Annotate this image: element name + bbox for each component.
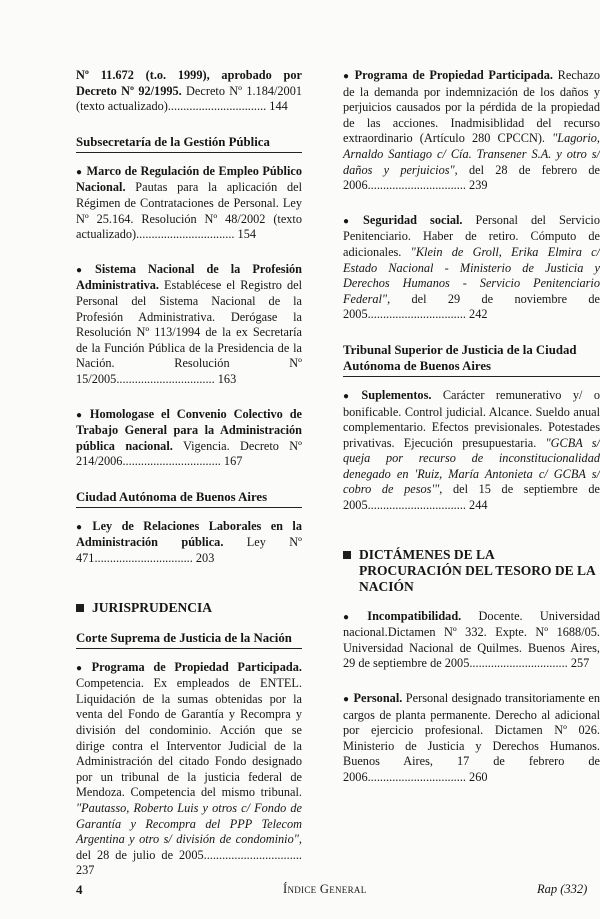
leader-dots: ................................ xyxy=(367,770,466,784)
major-section-heading: JURISPRUDENCIA xyxy=(76,600,302,616)
bullet-icon: ● xyxy=(76,521,89,533)
bullet-icon: ● xyxy=(76,662,88,674)
bullet-icon: ● xyxy=(343,611,364,623)
index-entry: ● Seguridad social. Personal del Servicio Penitenciario. Haber de retiro. Cómputo de adicionales. "Klein de Groll, Erika Elmira c/ Estado Nacional - Ministerio de Justicia y Derechos Humanos - Servicio Penitenciario Federal", del 29 de noviembre de 2005................................ 242 xyxy=(343,212,600,322)
bullet-icon: ● xyxy=(343,694,350,706)
section-heading: Subsecretaría de la Gestión Pública xyxy=(76,134,302,153)
square-bullet-icon xyxy=(76,604,84,612)
page-ref: 237 xyxy=(76,863,95,878)
page-ref: 244 xyxy=(469,498,488,513)
page-ref: 239 xyxy=(469,178,488,193)
leader-dots: ................................ xyxy=(167,99,267,114)
major-section-heading: DICTÁMENES DE LA PROCURACIÓN DEL TESORO DE LA NACIÓN xyxy=(343,547,600,595)
index-entry: ● Suplementos. Carácter remunerativo y/ o bonificable. Control judicial. Alcance. Sueldo anual complementario. Efectos previsionales. Potestades privativas. Ejecución presupuestaria. "GCBA s/ queja por recurso de inconstitucionalidad denegado en 'Ruiz, María Antonieta c/ GCBA s/ cobro de pesos'", del 15 de septiembre de 2005................................ 244 xyxy=(343,387,600,513)
index-entry: ● Homologase el Convenio Colectivo de Trabajo General para la Administración pública nacional. Vigencia. Decreto Nº 214/2006................................ 167 xyxy=(76,406,302,469)
bullet-icon: ● xyxy=(76,409,86,421)
index-entry: ● Programa de Propiedad Participada. Rechazo de la demanda por indemnización de los daños y perjuicios causados por la pérdida de la propiedad de las acciones. Inadmisiblidad del recurso extraordinario (Artículo 280 CPCCN). "Lagorio, Arnaldo Santiago c/ Cía. Transener S.A. y otro s/ daños y perjuicios", del 28 de febrero de 2006................................ 239 xyxy=(343,68,600,193)
bullet-icon: ● xyxy=(343,71,351,82)
bullet-icon: ● xyxy=(343,215,360,227)
page-number: 4 xyxy=(76,882,83,897)
bullet-icon: ● xyxy=(343,390,358,402)
leader-dots: ................................ xyxy=(367,307,466,322)
page-ref: 167 xyxy=(223,454,243,469)
journal-name: Rap (332) xyxy=(537,882,588,896)
index-entry: ● Marco de Regulación de Empleo Público Nacional. Pautas para la aplicación del Régimen de Contrataciones de Personal. Ley Nº 25.164. Resolución Nº 48/2002 (texto actualizado)................................ 154 xyxy=(76,163,302,242)
index-entry: ● Sistema Nacional de la Profesión Administrativa. Establécese el Registro del Personal del Sistema Nacional de la Profesión Administrativa. Derógase la Resolución Nº 113/1994 de la ex Secretaría de la Función Pública de la Presidencia de la Nación. Resolución Nº 15/2005................................ 163 xyxy=(76,261,302,386)
index-entry: ● Programa de Propiedad Participada. Competencia. Ex empleados de ENTEL. Liquidación de la sumas obtenidas por la venta del Fondo de Garantía y Recompra y división del condominio. Acción que se dirige contra el Interventor Judicial de la Administración del citado Fondo designado por un tribunal de la justicia federal de Mendoza. Competencia del mismo tribunal. "Pautasso, Roberto Luis y otros c/ Fondo de Garantía y Recompra del PPP Telecom Argentina y otro s/ división de condominio", del 28 de julio de 2005................................ 237 xyxy=(76,659,302,878)
left-column xyxy=(76,68,302,898)
index-entry: ● Personal. Personal designado transitoriamente en cargos de planta permanente. Derecho al adicional por ejercicio profesional. Dictamen Nº 026. Ministerio de Justicia y Derechos Humanos. Buenos Aires, 17 de febrero de 2006................................ 260 xyxy=(343,691,600,784)
page-footer xyxy=(0,882,600,902)
index-entry: ● Ley de Relaciones Laborales en la Administración pública. Ley Nº 471................................ 203 xyxy=(76,518,302,566)
page-ref: 257 xyxy=(570,656,590,671)
leader-dots: ................................ xyxy=(122,454,221,469)
page-ref: 203 xyxy=(195,551,215,566)
leader-dots: ................................ xyxy=(94,551,193,566)
square-bullet-icon xyxy=(343,551,351,559)
index-entry: ● Incompatibilidad. Docente. Universidad nacional.Dictamen Nº 332. Expte. Nº 1688/05. Universidad Nacional de Quilmes. Buenos Aires, 29 de septiembre de 2005................................ 257 xyxy=(343,608,600,671)
page-ref: 242 xyxy=(469,307,488,322)
page-ref: 154 xyxy=(237,227,256,242)
leader-dots: ................................ xyxy=(116,371,215,386)
index-entry: Nº 11.672 (t.o. 1999), aprobado por Decreto Nº 92/1995. Decreto Nº 1.184/2001 (texto actualizado)................................ 144 xyxy=(76,68,302,114)
leader-dots: ................................ xyxy=(367,178,466,193)
leader-dots: ................................ xyxy=(203,847,302,862)
leader-dots: ................................ xyxy=(136,227,235,242)
bullet-icon: ● xyxy=(76,166,83,178)
page-ref: 144 xyxy=(269,99,288,114)
page-ref: 260 xyxy=(469,770,488,784)
leader-dots: ................................ xyxy=(367,498,466,513)
section-heading: Ciudad Autónoma de Buenos Aires xyxy=(76,489,302,508)
right-column xyxy=(343,68,600,805)
bullet-icon: ● xyxy=(76,264,91,276)
running-head: Índice General xyxy=(283,882,367,896)
section-heading: Tribunal Superior de Justicia de la Ciudad Autónoma de Buenos Aires xyxy=(343,342,600,377)
page-ref: 163 xyxy=(217,371,237,386)
section-heading: Corte Suprema de Justicia de la Nación xyxy=(76,630,302,649)
leader-dots: ................................ xyxy=(469,656,568,671)
